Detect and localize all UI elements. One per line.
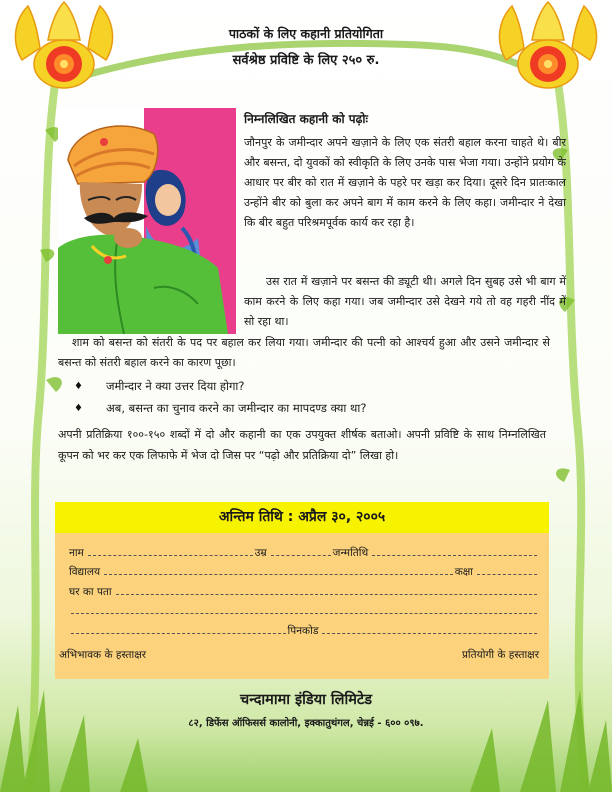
question-text: जमीन्दार ने क्या उत्तर दिया होगा? bbox=[106, 378, 245, 393]
story-paragraph-2 bbox=[244, 272, 566, 332]
publisher-name: चन्दामामा इंडिया लिमिटेड bbox=[240, 692, 372, 708]
form-row-school bbox=[69, 560, 539, 580]
participant-signature-label: प्रतियोगी के हस्ताक्षर bbox=[461, 648, 539, 661]
dob-label: जन्मतिथि bbox=[332, 546, 369, 559]
form-row-address-2 bbox=[69, 599, 539, 619]
deadline-banner: अन्तिम तिथि : अप्रैल ३०, २००५ bbox=[55, 502, 549, 533]
question-text: अब, बसन्त का चुनाव करने का जमीन्दार का मापदण्ड क्या था? bbox=[106, 400, 367, 415]
form-row-name bbox=[69, 540, 539, 560]
school-field[interactable] bbox=[104, 567, 453, 575]
coupon-form bbox=[55, 533, 549, 638]
form-row-pincode bbox=[69, 618, 539, 638]
question-item bbox=[74, 397, 366, 419]
school-label: विद्यालय bbox=[69, 566, 101, 578]
name-label: नाम bbox=[69, 546, 84, 559]
address-field-line-2[interactable] bbox=[71, 606, 537, 614]
class-field[interactable] bbox=[477, 567, 537, 575]
story-illustration bbox=[58, 108, 236, 334]
question-item bbox=[74, 375, 366, 397]
class-label: कक्षा bbox=[454, 566, 473, 578]
guardian-signature-label: अभिभावक के हस्ताक्षर bbox=[59, 648, 147, 661]
question-list bbox=[74, 375, 366, 419]
entry-coupon bbox=[55, 502, 549, 679]
submission-instructions: अपनी प्रतिक्रिया १००-१५० शब्दों में दो और कहानी का एक उपयुक्त शीर्षक बताओ। अपनी प्रविष्टि के साथ निम्नलिखित कूपन को भर कर एक लिफाफे में भेज दो जिस पर “पढ़ो और प्रतिक्रिया दो” लिखा हो। bbox=[58, 428, 546, 462]
pincode-label: पिनकोड bbox=[287, 624, 319, 637]
address-label: घर का पता bbox=[69, 585, 112, 598]
prize-line: सर्वश्रेष्ठ प्रविष्टि के लिए २५० रु. bbox=[232, 53, 380, 68]
contest-title: पाठकों के लिए कहानी प्रतियोगिता bbox=[228, 26, 384, 41]
form-row-address bbox=[69, 579, 539, 599]
story-paragraph-1 bbox=[244, 133, 566, 233]
age-field[interactable] bbox=[271, 548, 331, 556]
story-paragraph-1-text: जौनपुर के जमीन्दार अपने खज़ाने के लिए एक संतरी बहाल करना चाहते थे। बीर और बसन्त, दो युवकों को स्वीकृति के लिए उनके पास भेजा गया। उन्होंने प्रयोग के आधार पर बीर को रात में खज़ाने के पहरे पर खड़ा कर दिया। दूसरे दिन प्रातःकाल उन्होंने बीर को बुला कर अपने बाग में काम करने के लिए कहा। जमीन्दार ने देखा कि बीर बहुत परिश्रमपूर्वक कार्य कर रहा है। bbox=[244, 136, 566, 229]
diamond-bullet-icon: ♦ bbox=[74, 380, 83, 392]
story-intro-heading: निम्नलिखित कहानी को पढ़ोः bbox=[244, 112, 368, 126]
story-paragraph-3: शाम को बसन्त को संतरी के पद पर बहाल कर लिया गया। जमीन्दार की पत्नी को आश्चर्य हुआ और उसने जमीन्दार से बसन्त को संतरी बहाल करने का कारण पूछा। bbox=[58, 336, 550, 369]
publisher-address: ८२, डिफेंस ऑफिसर्स कालोनी, इक्कातुथंगल, चेन्नई - ६०० ०९७. bbox=[188, 718, 424, 729]
diamond-bullet-icon: ♦ bbox=[74, 402, 83, 414]
pincode-field[interactable] bbox=[322, 626, 537, 634]
address-field-line-3[interactable] bbox=[71, 626, 286, 634]
name-field[interactable] bbox=[88, 548, 253, 556]
story-paragraph-2-text: उस रात में खज़ाने पर बसन्त की ड्यूटी थी। अगले दिन सुबह उसे भी बाग में काम करने के लिए कहा गया। जब जमीन्दार उसे देखने गये तो वह गहरी नींद में सो रहा था। bbox=[244, 275, 566, 328]
signature-row bbox=[55, 638, 549, 662]
address-field-line-1[interactable] bbox=[116, 587, 537, 595]
age-label: उम्र bbox=[254, 546, 267, 559]
dob-field[interactable] bbox=[372, 548, 537, 556]
